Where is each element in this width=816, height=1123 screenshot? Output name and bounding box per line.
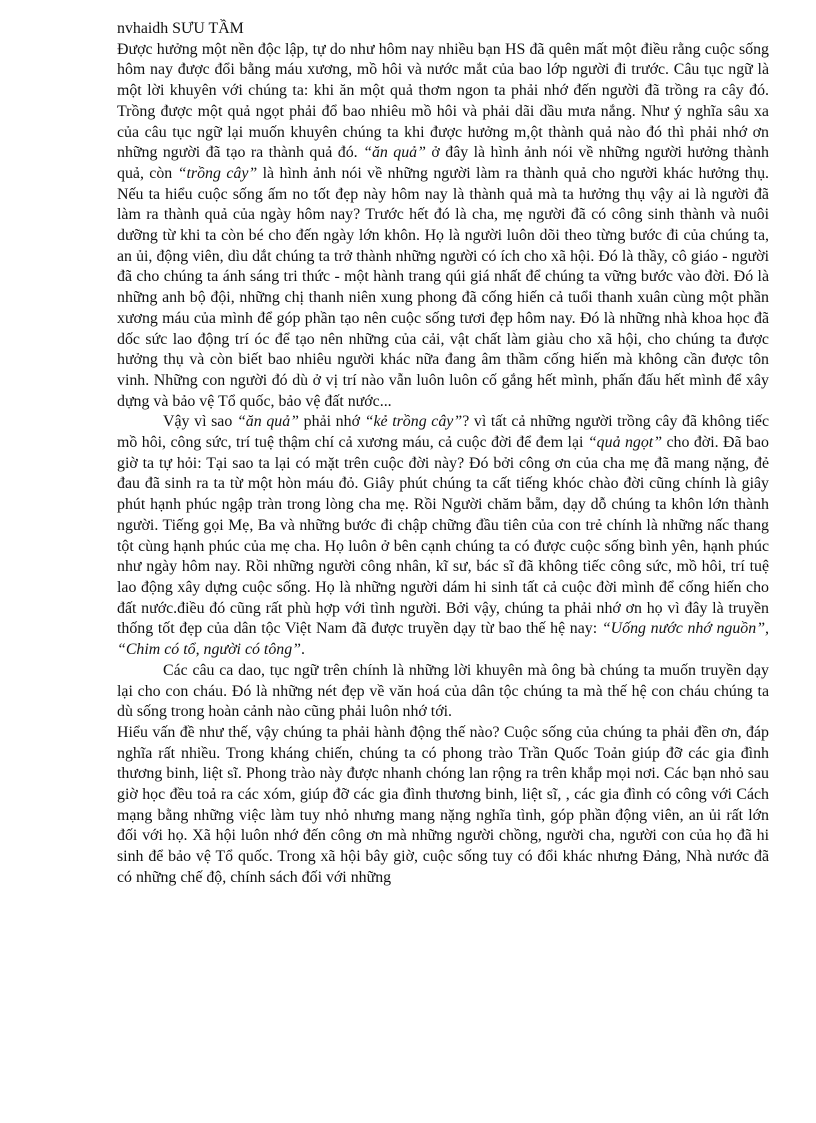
paragraph-1-text-c: là hình ảnh nói về những người làm ra thành quả cho người khác hưởng thụ. Nếu ta hiểu cuộc sống ấm no tốt đẹp này hôm nay là thành quả mà ta hưởng thụ vậy ai là người đã làm ra thành quả của ngày hôm nay? Trước hết đó là cha, mẹ người đã có công sinh thành và nuôi dưỡng từ khi ta còn bé cho đến ngày lớn khôn. Họ là người luôn dõi theo từng bước đi của chúng ta, an ủi, động viên, dìu dắt chúng ta trở thành những người có ích cho xã hội. Đó là thầy, cô giáo - người đã cho chúng ta ánh sáng tri thức - một hành trang qúi giá nhất để chúng ta vững bước vào đời. Đó là những anh bộ đội, những chị thanh niên xung phong đã cống hiến cả tuổi thanh xuân cùng một phần xương máu của mình để góp phần tạo nên cuộc sống tươi đẹp hôm nay. Đó là những nhà khoa học đã dốc sức lao động trí óc để tạo nên những của cải, vật chất làm giàu cho xã hội, cho chúng ta được hưởng thụ và còn biết bao nhiêu người khác nữa đang âm thầm cống hiến mà không cần được tôn vinh. Những con người đó dù ở vị trí nào vẫn luôn luôn cố gắng hết mình, phấn đấu hết mình để xây dựng và bảo vệ Tổ quốc, bảo vệ đất nước... [117,164,770,410]
document-header: nvhaidh SƯU TẦM [117,20,244,37]
paragraph-2 [117,412,769,660]
paragraph-1-italic-an-qua: “ăn quả” [363,144,426,162]
paragraph-2-text-d: cho đời. Đã bao giờ ta tự hỏi: Tại sao ta lại có mặt trên cuộc đời này? Đó bởi công ơn của cha mẹ đã mang nặng, đẻ đau đã sinh ra ta từ một hòn máu đỏ. Giây phút chúng ta cất tiếng khóc chào đời cũng chính là giây phút hạnh phúc ngập tràn trong lòng cha mẹ. Rồi Người chăm bẵm, dạy dỗ chúng ta khôn lớn thành người. Tiếng gọi Mẹ, Ba và những bước đi chập chững đầu tiên của con trẻ chính là những nấc thang tột cùng hạnh phúc của mẹ cha. Họ luôn ở bên cạnh chúng ta có được cuộc sống bình yên, hạnh phúc như ngày hôm nay. Rồi những người công nhân, kĩ sư, bác sĩ đã không tiếc công sức, mồ hôi, trí tuệ lao động xây dựng cuộc sống. Họ là những người dám hi sinh tất cả cuộc đời mình để cống hiến cho đất nước.điều đó cũng rất phù hợp với tình người. Bởi vậy, chúng ta phải nhớ ơn họ vì đây là truyền thống tốt đẹp của dân tộc Việt Nam đã được truyền dạy từ bao thế hệ nay: [117,434,769,638]
document-body [117,19,769,889]
paragraph-2-italic-qua-ngot: “quả ngọt” [587,434,663,452]
paragraph-2-text-a: Vậy vì sao [163,413,233,431]
paragraph-2-text-e: . [301,641,305,659]
paragraph-1-italic-trong-cay: “trồng cây” [177,164,258,182]
paragraph-4: Hiểu vấn đề như thế, vậy chúng ta phải hành động thế nào? Cuộc sống của chúng ta phải đền ơn, đáp nghĩa rất nhiều. Trong kháng chiến, chúng ta có phong trào Trần Quốc Toản giúp đỡ các gia đình thương binh, liệt sĩ. Phong trào này được nhanh chóng lan rộng ra trên khắp mọi nơi. Các bạn nhỏ sau giờ học đều toả ra các xóm, giúp đỡ các gia đình thương binh, liệt sĩ, , các gia đình có công với Cách mạng bằng những việc làm tuy nhỏ nhưng mang nặng nghĩa tình, góp phần động viên, an ủi rất lớn đối với họ. Xã hội luôn nhớ đến công ơn mà những người chồng, người cha, người con của họ đã hi sinh để bảo vệ Tổ quốc. Trong xã hội bây giờ, cuộc sống tuy có đổi khác nhưng Đảng, Nhà nước đã có những chế độ, chính sách đối với những [117,723,769,886]
paragraph-1-text-a: Được hưởng một nền độc lập, tự do như hôm nay nhiều bạn HS đã quên mất một điều rằng cuộc sống hôm nay được đổi bằng máu xương, mồ hôi và nước mắt của bao lớp người đi trước. Câu tục ngữ là một lời khuyên với chúng ta: khi ăn một quả thơm ngon ta phải nhớ đến người đã trồng ra cây đó. Trồng được một quả ngọt phải đổ bao nhiêu mồ hôi và phải dãi dầu mưa nắng. Như ý nghĩa sâu xa của câu tục ngữ lại muốn khuyên chúng ta khi được hưởng m,ột thành quả nào đó thì phải nhớ ơn những người đã tạo ra thành quả đó. [117,40,769,162]
paragraph-2-text-c: ? vì tất cả những người trồng cây đã không tiếc mồ hôi, công sức, trí tuệ thậm chí cả xương máu, cả cuộc đời để đem lại [117,413,769,452]
paragraph-2-italic-an-qua: “ăn quả” [236,413,300,431]
paragraph-1-text-b: ở đây là hình ảnh nói về những người hưởng thành quả, còn [117,144,769,182]
paragraph-2-italic-proverbs: “Uống nước nhớ nguồn”, “Chim có tổ, người có tông” [117,620,770,659]
paragraph-1 [117,40,769,413]
paragraph-2-italic-ke-trong-cay: “kẻ trồng cây” [364,413,463,431]
paragraph-2-text-b: phải nhớ [303,413,360,431]
paragraph-3: Các câu ca dao, tục ngữ trên chính là những lời khuyên mà ông bà chúng ta muốn truyền dạy lại cho con cháu. Đó là những nét đẹp về văn hoá của dân tộc chúng ta mà thế hệ con cháu chúng ta dù sống trong hoàn cảnh nào cũng phải luôn nhớ tới. [117,661,769,721]
